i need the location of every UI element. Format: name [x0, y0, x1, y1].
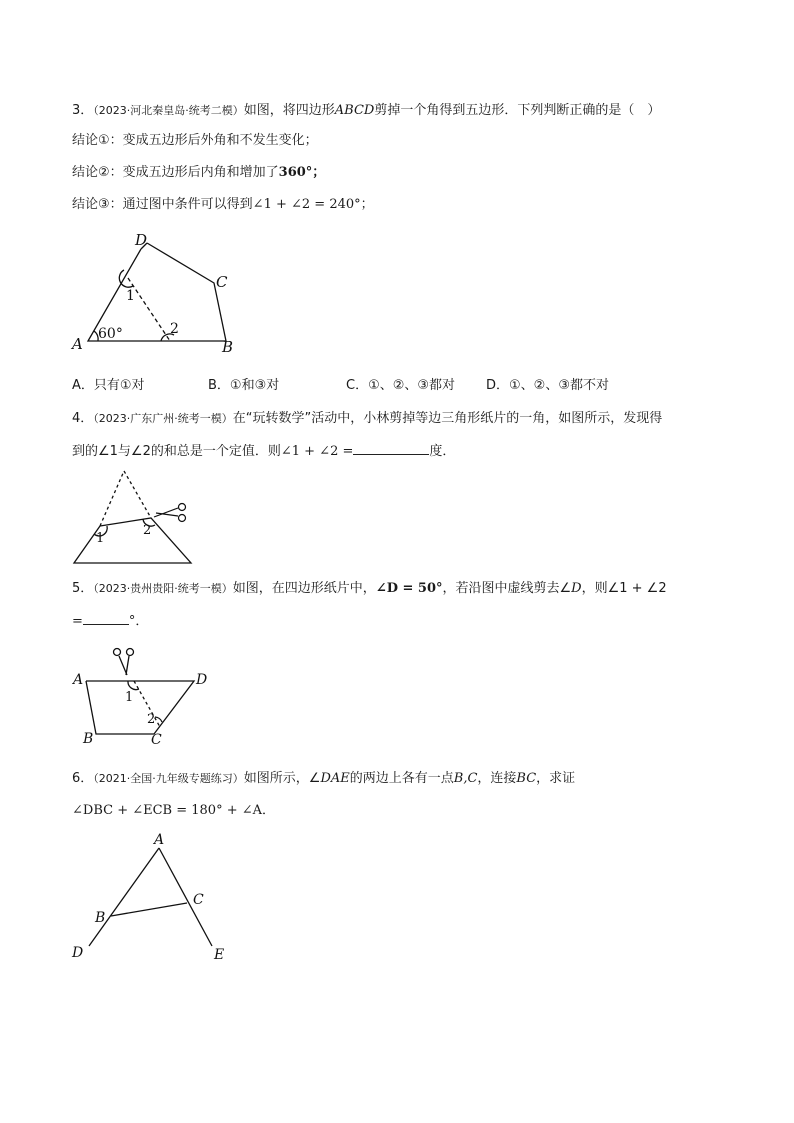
q4-number: 4．	[72, 411, 94, 426]
q5-equals: =	[72, 614, 83, 629]
scissors-icon	[114, 649, 134, 676]
q6-stem-text-4: ，求证	[536, 771, 576, 786]
q6-number: 6．	[72, 771, 94, 786]
q5-stem-line-2	[72, 612, 148, 631]
q3-label-A: A	[72, 335, 83, 353]
q6-source: （2021·全国·九年级专题练习）	[93, 772, 244, 785]
q3-label-angle-1: 1	[126, 288, 135, 304]
scissors-icon	[154, 504, 186, 522]
q5-angle-1-arc	[128, 681, 139, 690]
q6-stem-text-2: 的两边上各有一点	[349, 771, 454, 786]
conclusion-text: 变成五边形后外角和不发生变化；	[122, 133, 318, 148]
q6-label-C: C	[193, 892, 204, 908]
q6-var-3: BC	[516, 771, 537, 786]
q6-ray-AE	[159, 848, 212, 946]
q6-stem-text: 如图所示，∠	[243, 771, 321, 786]
q6-figure	[66, 832, 236, 967]
q4-stem-text-2: 到的∠1与∠2的和总是一个定值．则	[72, 444, 281, 459]
conclusion-text: 变成五边形后内角和增加了	[122, 165, 279, 180]
q5-label-angle-2: 2	[147, 712, 156, 727]
q5-number: 5．	[72, 581, 94, 596]
q3-label-angle-60: 60°	[98, 326, 123, 342]
q5-stem-text: 如图，在四边形纸片中，	[232, 581, 376, 596]
q3-source: （2023·河北秦皇岛·统考二模）	[93, 104, 244, 117]
q6-segment-BC	[111, 903, 187, 916]
q6-label-B: B	[95, 910, 106, 926]
q5-math: ∠D = 50°	[375, 581, 443, 596]
q3-figure	[60, 226, 260, 361]
q4-stem-line-2	[72, 442, 455, 461]
q6-stem-line-1	[72, 770, 575, 788]
q3-conclusion-1	[72, 132, 318, 150]
q3-stem	[72, 102, 660, 120]
q6-label-E: E	[214, 947, 225, 963]
q4-label-angle-1: 1	[96, 531, 105, 546]
q5-label-A: A	[73, 672, 84, 688]
q5-stem-text-2: ，若沿图中虚线剪去∠	[442, 581, 572, 596]
q3-conclusion-3	[72, 196, 374, 214]
q5-stem-text-3: ，则∠1 + ∠2	[581, 581, 667, 596]
conclusion-math: 360°；	[278, 165, 326, 180]
q4-stem-text-3: 度．	[429, 444, 456, 459]
q3-option-C[interactable]: C．①、②、③都对	[346, 378, 456, 393]
conclusion-label: 结论③：	[72, 197, 123, 212]
q6-ray-AD	[89, 848, 159, 946]
q6-var: DAE	[320, 771, 350, 786]
q3-option-A[interactable]: A．只有①对	[72, 378, 145, 393]
q3-stem-text-2: 剪掉一个角得到五边形．下列判断正确的是（ ）	[374, 103, 661, 118]
q4-figure	[66, 466, 206, 571]
q5-label-B: B	[83, 731, 94, 747]
q5-stem-line-1	[72, 580, 667, 598]
q4-answer-blank[interactable]	[353, 442, 429, 455]
q3-option-D[interactable]: D．①、②、③都不对	[486, 378, 609, 393]
conclusion-text: 通过图中条件可以得到	[122, 197, 253, 212]
q5-source: （2023·贵州贵阳·统考一模）	[93, 582, 233, 595]
q3-stem-var: ABCD	[334, 103, 375, 118]
q4-trapezoid	[74, 518, 191, 563]
q4-dotted-left	[100, 471, 124, 526]
q5-label-D: D	[196, 672, 208, 688]
q4-stem-line-1	[72, 410, 662, 428]
q3-number: 3．	[72, 103, 94, 118]
q5-answer-blank[interactable]	[83, 612, 129, 625]
conclusion-math: ∠1 + ∠2 = 240°；	[252, 197, 374, 212]
q4-dotted-right	[124, 471, 151, 518]
q5-label-C: C	[151, 732, 162, 748]
q4-source: （2023·广东广州·统考一模）	[93, 412, 233, 425]
q3-label-angle-2: 2	[170, 321, 179, 337]
q6-label-D: D	[72, 945, 84, 961]
q5-quadrilateral	[86, 681, 194, 734]
conclusion-label: 结论①：	[72, 133, 123, 148]
q3-angle-1-arc	[119, 270, 133, 287]
q6-label-A: A	[154, 832, 165, 848]
q4-math: ∠1 + ∠2 =	[280, 444, 354, 459]
q6-var-2: B,C	[453, 771, 478, 786]
q5-figure	[70, 644, 220, 750]
q5-unit: °．	[128, 614, 149, 629]
q3-label-B: B	[222, 338, 234, 356]
q6-stem-text-3: ，连接	[477, 771, 517, 786]
q3-conclusion-2	[72, 164, 325, 182]
q4-label-angle-2: 2	[143, 523, 152, 538]
q3-stem-text: 如图，将四边形	[243, 103, 335, 118]
conclusion-label: 结论②：	[72, 165, 123, 180]
q4-stem-text: 在“玩转数学”活动中，小林剪掉等边三角形纸片的一角，如图所示，发现得	[232, 411, 663, 426]
q3-label-D: D	[135, 231, 148, 249]
q5-var: D	[571, 581, 582, 596]
q6-math: ∠DBC + ∠ECB = 180° + ∠A．	[72, 803, 276, 818]
q5-label-angle-1: 1	[125, 690, 134, 705]
q6-stem-line-2	[72, 802, 275, 820]
q3-label-C: C	[216, 273, 228, 291]
q3-option-B[interactable]: B．①和③对	[208, 378, 280, 393]
